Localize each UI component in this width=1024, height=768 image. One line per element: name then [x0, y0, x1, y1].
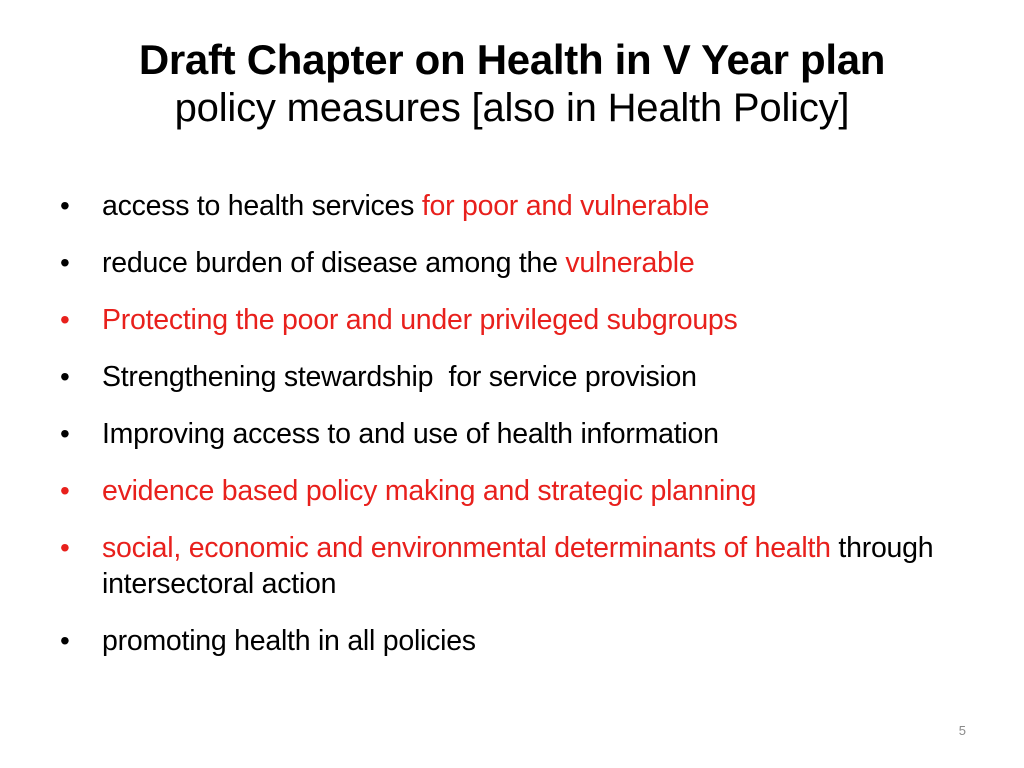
bullet-item — [58, 623, 978, 659]
bullet-text: access to health services — [102, 190, 422, 222]
slide-subtitle: policy measures [also in Health Policy] — [174, 85, 850, 130]
bullet-text: reduce burden of disease among the — [102, 247, 566, 279]
bullet-item — [58, 530, 978, 602]
bullet-list — [58, 188, 978, 680]
bullet-item — [58, 188, 978, 224]
bullet-highlight: social, economic and environmental determinants of health — [102, 532, 831, 564]
bullet-text: through intersectoral action — [102, 532, 934, 600]
bullet-text: promoting health in all policies — [102, 625, 476, 657]
bullet-marker-icon: • — [60, 247, 70, 278]
page-number: 5 — [958, 723, 966, 738]
bullet-marker-icon: • — [60, 625, 70, 656]
bullet-item — [58, 473, 978, 509]
bullet-item — [58, 302, 978, 338]
bullet-highlight: for poor and vulnerable — [421, 190, 710, 222]
bullet-highlight: evidence based policy making and strategic planning — [102, 475, 757, 507]
slide-title: Draft Chapter on Health in V Year plan — [138, 36, 886, 83]
bullet-marker-icon: • — [60, 304, 70, 335]
bullet-item — [58, 416, 978, 452]
bullet-highlight: Protecting the poor and under privileged subgroups — [102, 304, 738, 336]
bullet-marker-icon: • — [60, 361, 70, 392]
bullet-marker-icon: • — [60, 532, 70, 563]
bullet-highlight: vulnerable — [565, 247, 695, 279]
title-block — [40, 36, 984, 131]
bullet-marker-icon: • — [60, 190, 70, 221]
bullet-text: Improving access to and use of health information — [102, 418, 719, 450]
bullet-item — [58, 359, 978, 395]
bullet-marker-icon: • — [60, 475, 70, 506]
bullet-marker-icon: • — [60, 418, 70, 449]
bullet-item — [58, 245, 978, 281]
bullet-text: Strengthening stewardship for service provision — [102, 361, 697, 393]
